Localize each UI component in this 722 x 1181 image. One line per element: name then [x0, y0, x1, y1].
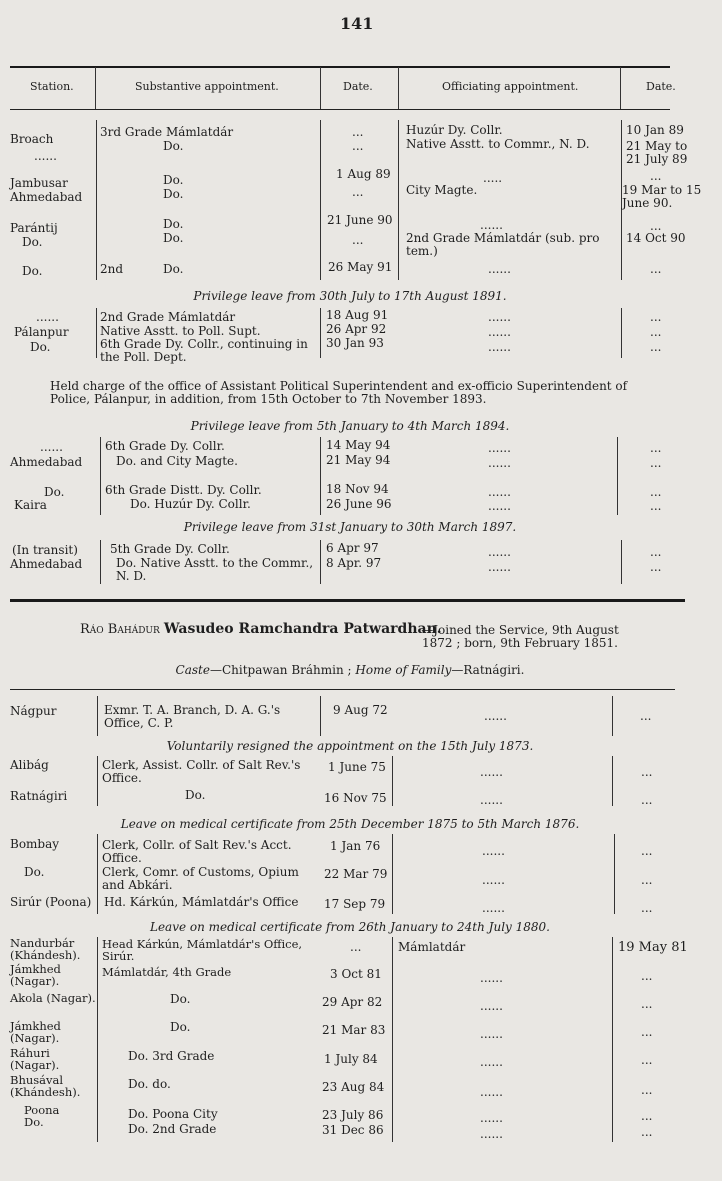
- station-cell: Parántij: [10, 221, 58, 235]
- station-cell: Do.: [44, 485, 65, 499]
- officiating-cell: City Magte.: [406, 183, 478, 197]
- date-cell: ...: [641, 793, 653, 807]
- col-divider: [95, 67, 96, 109]
- date-cell: 1 Jan 76: [330, 839, 381, 853]
- appointment-cell: Hd. Kárkún, Mámlatdár's Office: [104, 895, 299, 909]
- station-cell: Bombay: [10, 837, 60, 851]
- appointment-cell: Do.: [163, 139, 184, 153]
- date-cell: ...: [641, 997, 653, 1011]
- station-cell: Bhusával (Khándesh).: [10, 1073, 81, 1099]
- section-rule: [10, 689, 675, 690]
- date-cell: 1 July 84: [324, 1052, 378, 1066]
- station-cell: Pálanpur: [14, 325, 69, 339]
- appointment-cell: Mámlatdár, 4th Grade: [102, 965, 232, 979]
- appointment-cell: Do. 3rd Grade: [128, 1049, 215, 1063]
- station-cell: ......: [34, 149, 57, 163]
- officiating-cell: ......: [488, 340, 511, 354]
- date-cell: ...: [641, 969, 653, 983]
- date-cell: 18 Nov 94: [326, 482, 389, 496]
- col-divider: [392, 756, 393, 806]
- col-divider: [612, 756, 613, 806]
- col-divider: [100, 540, 101, 584]
- officiating-cell: ......: [482, 901, 505, 915]
- station-cell: Ahmedabad: [10, 557, 83, 571]
- date-cell: ...: [650, 456, 662, 470]
- col-divider: [97, 756, 98, 806]
- appointment-prefix: 2nd: [100, 262, 124, 276]
- header-substantive: Substantive appointment.: [135, 80, 279, 93]
- col-divider: [97, 937, 98, 1142]
- station-cell: Do.: [30, 340, 51, 354]
- date-cell: ...: [650, 485, 662, 499]
- date-cell: 26 June 96: [326, 497, 392, 511]
- date-cell: 26 May 91: [328, 260, 393, 274]
- date-cell: 14 Oct 90: [626, 231, 686, 245]
- station-cell: Kaira: [14, 498, 47, 512]
- date-cell: 22 Mar 79: [324, 867, 388, 881]
- station-cell: Sirúr (Poona): [10, 895, 92, 909]
- appointment-cell: Head Kárkún, Mámlatdár's Office, Sirúr.: [102, 937, 303, 963]
- appointment-cell: 2nd Grade Mámlatdár: [100, 310, 236, 324]
- date-cell: 29 Apr 82: [322, 995, 383, 1009]
- station-cell: Do.: [24, 1115, 44, 1129]
- officiating-cell: ......: [480, 1055, 503, 1069]
- appointment-cell: 5th Grade Dy. Collr.: [110, 542, 230, 556]
- col-divider: [398, 120, 399, 280]
- appointment-cell: Do.: [185, 788, 206, 802]
- date-cell: ...: [650, 219, 662, 233]
- date-cell: 19 Mar to 15 June 90.: [622, 183, 702, 210]
- station-cell: Do.: [22, 264, 43, 278]
- station-cell: Jambusar: [10, 176, 68, 190]
- date-cell: ...: [641, 901, 653, 915]
- station-cell: Ahmedabad: [10, 455, 83, 469]
- officiating-cell: ......: [488, 325, 511, 339]
- col-divider: [320, 67, 321, 109]
- officiating-cell: Mámlatdár: [398, 940, 466, 954]
- date-cell: ...: [650, 441, 662, 455]
- appointment-cell: 6th Grade Dy. Collr., continuing in the Poll. Dept.: [100, 337, 308, 364]
- appointment-cell: Do.: [170, 1020, 191, 1034]
- date-cell: 30 Jan 93: [326, 336, 384, 350]
- col-divider: [617, 437, 618, 515]
- date-cell: 16 Nov 75: [324, 791, 387, 805]
- officiating-cell: .....: [483, 171, 503, 185]
- col-divider: [97, 696, 98, 736]
- date-cell: ...: [640, 709, 652, 723]
- col-divider: [621, 540, 622, 584]
- date-cell: 6 Apr 97: [326, 541, 379, 555]
- officer-name: Wasudeo Ramchandra Patwardhan.: [163, 621, 442, 637]
- station-cell: Ahmedabad: [10, 190, 83, 204]
- note-privilege-leave: Privilege leave from 31st January to 30th March 1897.: [183, 520, 517, 534]
- date-cell: 19 May 81: [618, 940, 688, 955]
- date-cell: 18 Aug 91: [326, 308, 389, 322]
- note-privilege-leave: Privilege leave from 5th January to 4th March 1894.: [190, 419, 510, 433]
- officiating-cell: ......: [480, 1027, 503, 1041]
- officer-caste-line: [10, 664, 690, 677]
- date-cell: ...: [641, 844, 653, 858]
- date-cell: ...: [641, 1125, 653, 1139]
- officiating-cell: Native Asstt. to Commr., N. D.: [406, 137, 590, 151]
- date-cell: ...: [650, 545, 662, 559]
- appointment-cell: Exmr. T. A. Branch, D. A. G.'s Office, C. P.: [104, 703, 281, 730]
- station-cell: ......: [40, 440, 63, 454]
- col-divider: [96, 120, 97, 280]
- date-cell: ...: [650, 262, 662, 276]
- officiating-cell: ......: [480, 1085, 503, 1099]
- col-divider: [320, 120, 321, 280]
- date-cell: 21 May to 21 July 89: [626, 139, 688, 166]
- date-cell: ...: [650, 340, 662, 354]
- date-cell: 21 May 94: [326, 453, 391, 467]
- officiating-cell: Huzúr Dy. Collr.: [406, 123, 503, 137]
- officiating-cell: 2nd Grade Mámlatdár (sub. pro tem.): [406, 231, 600, 258]
- date-cell: ...: [352, 125, 364, 139]
- officiating-cell: ......: [488, 499, 511, 513]
- officer-joined: [170, 624, 620, 650]
- officiating-cell: ......: [480, 793, 503, 807]
- officiating-cell: ......: [482, 873, 505, 887]
- top-rule: [10, 66, 670, 68]
- date-cell: 8 Apr. 97: [326, 556, 382, 570]
- date-cell: 1 Aug 89: [336, 167, 391, 181]
- header-bottom-rule: [10, 109, 670, 110]
- officiating-cell: ......: [480, 1127, 503, 1141]
- date-cell: ...: [650, 169, 662, 183]
- officiating-cell: ......: [488, 262, 511, 276]
- col-divider: [612, 696, 613, 736]
- appointment-cell: Do. do.: [128, 1077, 171, 1091]
- station-cell: Do.: [24, 865, 45, 879]
- date-cell: ...: [641, 1053, 653, 1067]
- date-cell: 9 Aug 72: [333, 703, 388, 717]
- date-cell: 21 Mar 83: [322, 1023, 386, 1037]
- date-cell: ...: [641, 1025, 653, 1039]
- appointment-cell: Do. Native Asstt. to the Commr., N. D.: [116, 556, 314, 583]
- date-cell: 3 Oct 81: [330, 967, 382, 981]
- date-cell: 23 July 86: [322, 1108, 384, 1122]
- note-medical-leave: Leave on medical certificate from 25th December 1875 to 5th March 1876.: [120, 817, 580, 831]
- officiating-cell: ......: [488, 545, 511, 559]
- date-cell: 14 May 94: [326, 438, 391, 452]
- col-divider: [392, 937, 393, 1142]
- header-officiating: Officiating appointment.: [442, 80, 579, 93]
- officiating-cell: ......: [480, 765, 503, 779]
- officiating-cell: ......: [488, 310, 511, 324]
- date-cell: ...: [352, 233, 364, 247]
- station-cell: Poona: [24, 1103, 60, 1117]
- date-cell: 23 Aug 84: [322, 1080, 385, 1094]
- date-cell: ...: [352, 185, 364, 199]
- date-cell: 26 Apr 92: [326, 322, 387, 336]
- held-charge-note: Held charge of the office of Assistant Political Superintendent and ex-officio Superintendent of Police, Pálanpur, in addition, from 15th October to 7th November 1893.: [50, 379, 628, 406]
- page-number: 141: [340, 14, 374, 33]
- appointment-cell: Do.: [170, 992, 191, 1006]
- appointment-cell: 3rd Grade Mámlatdár: [100, 125, 234, 139]
- caste-value: —Chitpawan Bráhmin ;: [209, 663, 352, 677]
- date-cell: ...: [641, 1083, 653, 1097]
- appointment-cell: Do.: [163, 187, 184, 201]
- station-cell: Jámkhed (Nagar).: [10, 1019, 61, 1045]
- date-cell: ...: [350, 940, 362, 954]
- section-rule: [10, 599, 685, 602]
- appointment-cell: Clerk, Comr. of Customs, Opium and Abkári.: [102, 865, 299, 892]
- station-cell: Jámkhed (Nagar).: [10, 962, 61, 988]
- date-cell: 31 Dec 86: [322, 1123, 384, 1137]
- appointment-cell: 6th Grade Dy. Collr.: [105, 439, 225, 453]
- officiating-cell: ......: [488, 456, 511, 470]
- date-cell: 10 Jan 89: [626, 123, 684, 137]
- note-resigned: Voluntarily resigned the appointment on the 15th July 1873.: [166, 739, 534, 753]
- col-divider: [97, 834, 98, 914]
- appointment-cell: Do.: [163, 231, 184, 245]
- col-divider: [398, 67, 399, 109]
- officiating-cell: ......: [484, 709, 507, 723]
- appointment-cell: Do. Poona City: [128, 1107, 218, 1121]
- date-cell: ...: [641, 1109, 653, 1123]
- caste-label: Caste: [175, 663, 210, 677]
- appointment-cell: Do.: [163, 262, 184, 276]
- appointment-cell: Do.: [163, 217, 184, 231]
- header-date-2: Date.: [646, 80, 676, 93]
- col-divider: [621, 308, 622, 358]
- joined-text: —Joined the Service, 9th August 1872 ; born, 9th February 1851.: [421, 623, 619, 650]
- station-cell: Do.: [22, 235, 43, 249]
- date-cell: ...: [650, 560, 662, 574]
- appointment-cell: Native Asstt. to Poll. Supt.: [100, 324, 261, 338]
- appointment-cell: Clerk, Assist. Collr. of Salt Rev.'s Office.: [102, 758, 301, 785]
- appointment-cell: Do.: [163, 173, 184, 187]
- col-divider: [100, 437, 101, 515]
- appointment-cell: 6th Grade Distt. Dy. Collr.: [105, 483, 262, 497]
- date-cell: ...: [650, 310, 662, 324]
- station-cell: Alibág: [10, 758, 49, 772]
- station-cell: ......: [36, 310, 59, 324]
- officiating-cell: ......: [488, 485, 511, 499]
- officer-title: Ráo Bahádur: [80, 622, 160, 637]
- col-divider: [614, 834, 615, 914]
- home-value: —Ratnágiri.: [451, 663, 525, 677]
- header-date: Date.: [343, 80, 373, 93]
- appointment-cell: Do. Huzúr Dy. Collr.: [130, 497, 251, 511]
- officiating-cell: ......: [488, 560, 511, 574]
- date-cell: ...: [352, 139, 364, 153]
- appointment-cell: Do. and City Magte.: [116, 454, 238, 468]
- officiating-cell: ......: [488, 441, 511, 455]
- officiating-cell: ......: [480, 999, 503, 1013]
- officiating-cell: ......: [480, 1111, 503, 1125]
- date-cell: 1 June 75: [328, 760, 386, 774]
- station-cell: Nandurbár (Khándesh).: [10, 936, 81, 962]
- date-cell: ...: [641, 873, 653, 887]
- header-station: Station.: [30, 80, 74, 93]
- col-divider: [96, 308, 97, 358]
- col-divider: [612, 937, 613, 1142]
- officiating-cell: ......: [480, 971, 503, 985]
- home-label: Home of Family: [355, 663, 452, 677]
- date-cell: 17 Sep 79: [324, 897, 386, 911]
- officiating-cell: ......: [482, 844, 505, 858]
- station-cell: Ráhuri (Nagar).: [10, 1046, 60, 1072]
- date-cell: 21 June 90: [327, 213, 393, 227]
- station-cell: Nágpur: [10, 704, 57, 718]
- appointment-cell: Clerk, Collr. of Salt Rev.'s Acct. Office.: [102, 838, 292, 865]
- date-cell: ...: [650, 325, 662, 339]
- date-cell: ...: [641, 765, 653, 779]
- date-cell: ...: [650, 499, 662, 513]
- station-cell: Broach: [10, 132, 54, 146]
- appointment-cell: Do. 2nd Grade: [128, 1122, 217, 1136]
- note-privilege-leave: Privilege leave from 30th July to 17th August 1891.: [193, 289, 507, 303]
- col-divider: [320, 437, 321, 515]
- station-cell: Ratnágiri: [10, 789, 68, 803]
- col-divider: [392, 834, 393, 914]
- station-cell: (In transit): [12, 543, 78, 557]
- col-divider: [620, 67, 621, 109]
- note-medical-leave: Leave on medical certificate from 26th January to 24th July 1880.: [149, 920, 550, 934]
- station-cell: Akola (Nagar).: [10, 991, 96, 1005]
- officiating-cell: ......: [480, 218, 503, 232]
